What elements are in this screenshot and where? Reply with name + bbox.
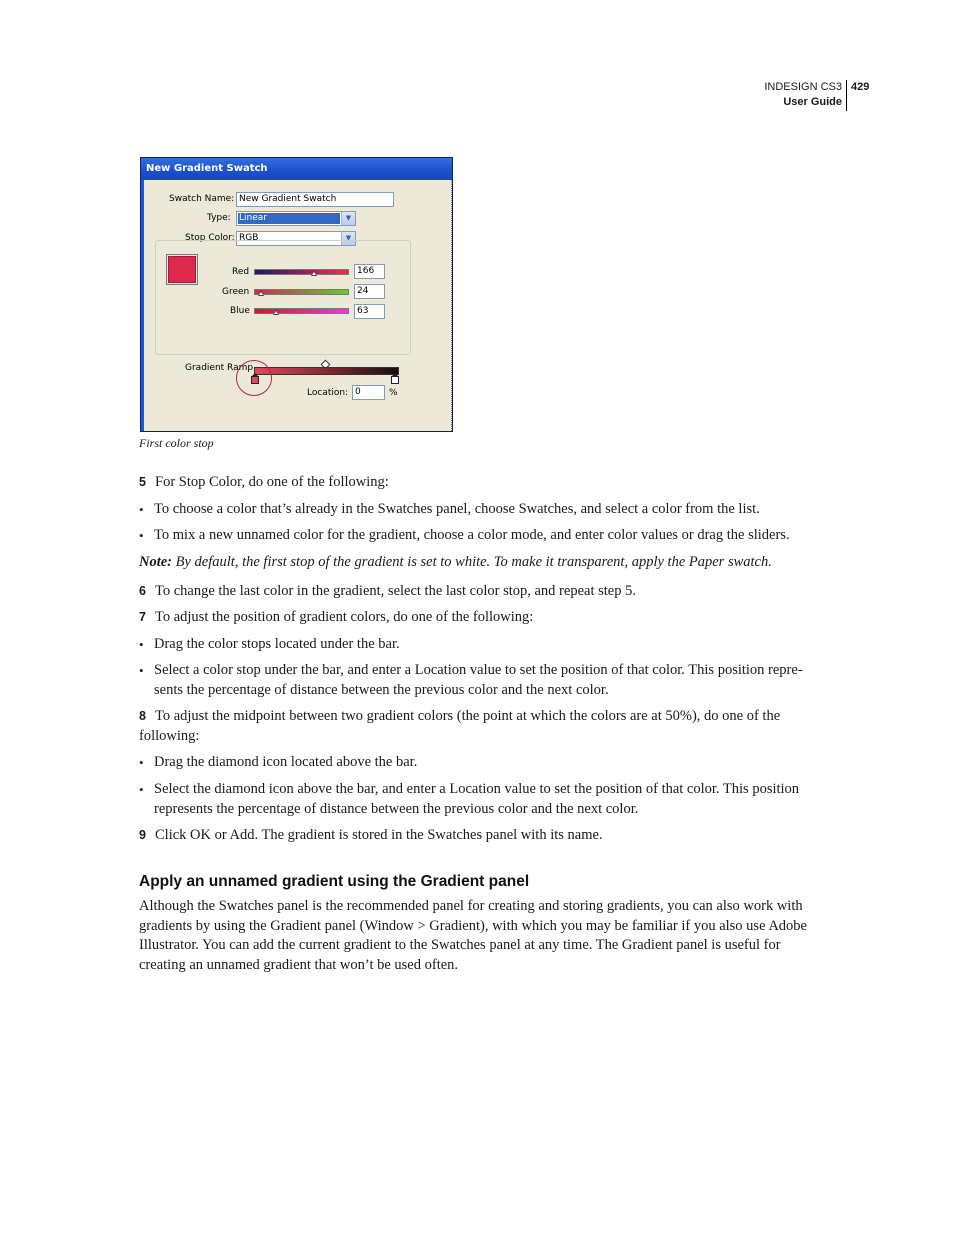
running-header: [764, 80, 842, 110]
blue-label: Blue: [230, 306, 250, 316]
first-stop-callout-circle: [236, 360, 272, 396]
green-slider-track[interactable]: [254, 289, 349, 295]
type-label: Type:: [207, 213, 231, 223]
chevron-down-icon[interactable]: ▼: [341, 232, 355, 245]
header-divider: [846, 80, 847, 111]
green-slider-thumb[interactable]: [258, 290, 264, 296]
red-input[interactable]: 166: [354, 264, 385, 279]
step-7-bullet-2: • Select a color stop under the bar, and enter a Location value to set the position of that color. This position repre- sents the percentage of distance between the previous color and the next color.: [139, 662, 803, 698]
figure-caption: First color stop: [139, 436, 214, 450]
section-paragraph: Although the Swatches panel is the recommended panel for creating and storing gradients, you can also work with gradients by using the Gradient panel (Window > Gradient), with which you may be familiar if you also use Adobe Illustrator. You can add the current gradient to the Swatches panel at any time. The Gradient panel is useful for creating an unnamed gradient that won’t be used often.: [139, 898, 807, 973]
page-number: 429: [851, 81, 870, 93]
dialog-frame-edge: [141, 180, 144, 431]
last-color-stop[interactable]: [391, 376, 399, 384]
red-slider-thumb[interactable]: [311, 270, 317, 276]
step-8: 8 To adjust the midpoint between two gradient colors (the point at which the colors are at 50%), do one of the following:: [139, 708, 781, 744]
step-5-bullet-1: • To choose a color that’s already in the Swatches panel, choose Swatches, and select a color from the list.: [139, 501, 760, 517]
section-heading: Apply an unnamed gradient using the Gradient panel: [139, 873, 530, 890]
step-7: 7 To adjust the position of gradient colors, do one of the following:: [139, 609, 534, 625]
percent-sign: %: [389, 388, 398, 398]
note: Note: By default, the first stop of the gradient is set to white. To make it transparent, apply the Paper swatch.: [139, 554, 772, 570]
dialog-title: New Gradient Swatch: [141, 158, 452, 180]
red-label: Red: [232, 267, 250, 277]
step-5-bullet-2: • To mix a new unnamed color for the gradient, choose a color mode, and enter color values or drag the sliders.: [139, 527, 790, 543]
type-selected-highlight: [238, 213, 340, 224]
step-6: 6 To change the last color in the gradient, select the last color stop, and repeat step 5.: [139, 583, 636, 599]
location-label: Location:: [307, 388, 349, 398]
swatch-name-input[interactable]: New Gradient Swatch: [236, 192, 394, 207]
chevron-down-icon[interactable]: ▼: [341, 212, 355, 225]
step-8-bullet-1: • Drag the diamond icon located above the bar.: [139, 754, 418, 770]
step-5: 5 For Stop Color, do one of the following:: [139, 474, 389, 490]
green-label: Green: [222, 287, 250, 297]
stop-color-value: RGB: [239, 233, 259, 243]
gradient-ramp-bar[interactable]: [254, 367, 399, 375]
location-input[interactable]: 0: [352, 385, 385, 400]
blue-slider-track[interactable]: [254, 308, 349, 314]
green-input[interactable]: 24: [354, 284, 385, 299]
type-select[interactable]: [236, 211, 356, 226]
red-slider-track[interactable]: [254, 269, 349, 275]
new-gradient-swatch-dialog: [140, 157, 453, 432]
swatch-name-label: Swatch Name:: [169, 194, 235, 204]
gradient-ramp-label: Gradient Ramp: [185, 363, 254, 373]
step-9: 9 Click OK or Add. The gradient is stored in the Swatches panel with its name.: [139, 827, 603, 843]
type-value: Linear: [239, 213, 267, 223]
dialog-crop-edge: [451, 180, 452, 431]
step-8-bullet-2: • Select the diamond icon above the bar, and enter a Location value to set the position of that color. This position represents the percentage of distance between the previous color and the next color.: [139, 781, 800, 817]
blue-slider-thumb[interactable]: [273, 309, 279, 315]
stop-color-swatch: [166, 254, 198, 285]
step-7-bullet-1: • Drag the color stops located under the bar.: [139, 636, 400, 652]
blue-input[interactable]: 63: [354, 304, 385, 319]
stop-color-label: Stop Color:: [185, 233, 235, 243]
guide-name: User Guide: [783, 96, 842, 108]
product-name: INDESIGN CS3: [764, 81, 842, 93]
